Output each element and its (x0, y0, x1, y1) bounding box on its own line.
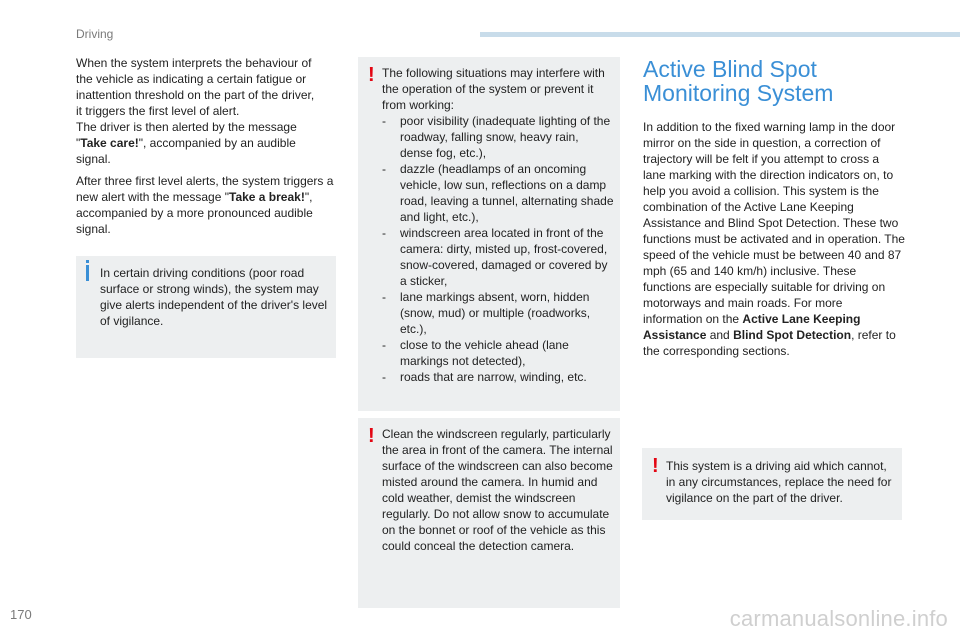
p1-line-2: the vehicle as indicating a certain fatigue or (76, 72, 307, 86)
warning-icon: ! (368, 425, 375, 447)
list-item: - roads that are narrow, winding, etc. (382, 369, 614, 385)
p1-line-5: The driver is then alerted by the message (76, 120, 297, 134)
section-title: Driving (76, 27, 114, 41)
blind-spot-description (643, 119, 905, 359)
section-heading (643, 57, 905, 105)
list-item: - dazzle (headlamps of an oncoming vehicle, low sun, reflections on a damp road, leaving a tunnel, alternating shade and light, etc.), (382, 161, 614, 225)
p2-post: ", accompanied by a more pronounced audible signal. (76, 190, 313, 236)
list-item: - close to the vehicle ahead (lane markings not detected), (382, 337, 614, 369)
column-blind-spot (643, 57, 905, 359)
warning-box-windscreen (358, 418, 620, 608)
message-take-a-break: Take a break! (229, 190, 305, 204)
p2-pre: After three first level alerts, the system triggers a new alert with the message " (76, 174, 334, 204)
description-mid: and (706, 328, 734, 342)
paragraph-first-alert (76, 55, 338, 167)
warning-box-driving-aid (642, 448, 902, 520)
term-active-lane-keeping: Active Lane Keeping Assistance (643, 312, 861, 342)
description-post: , refer to the corresponding sections. (643, 328, 896, 358)
watermark: carmanualsonline.info (729, 606, 948, 631)
description-pre: In addition to the fixed warning lamp in the door mirror on the side in question, a correction of trajectory will be felt if you attempt to cross a lane marking with the direction indicators on, to help you avoid a collision. This system is the combination of the Active Lane Keeping Assistance and Blind Spot Detection. These two functions must be activated and in operation. The speed of the vehicle must be between 40 and 87 mph (65 and 140 km/h) inclusive. These functions are especially suitable for driving on motorways and main roads. For more information on the (643, 120, 905, 326)
info-note-text: In certain driving conditions (poor road surface or strong winds), the system may give alerts independent of the driver's level of vigilance. (100, 266, 328, 328)
list-item: - windscreen area located in front of the camera: dirty, misted up, frost-covered, snow-covered, damaged or covered by a sticker, (382, 225, 614, 289)
list-item: - lane markings absent, worn, hidden (snow, mud) or multiple (roadworks, etc.), (382, 289, 614, 337)
warning-icon: ! (652, 455, 659, 477)
windscreen-warning-text: Clean the windscreen regularly, particularly the area in front of the camera. The internal surface of the windscreen can also become misted around the camera. In humid and cold weather, demist the windscreen regularly. Do not allow snow to accumulate on the bonnet or roof of the vehicle as this could conceal the detection camera. (382, 427, 613, 553)
page-number: 170 (10, 607, 32, 622)
p1-line-4: it triggers the first level of alert. (76, 104, 240, 118)
p1-tail: ", accompanied by an audible (138, 136, 296, 150)
warning-icon: ! (368, 64, 375, 86)
p1-line-3: inattention threshold on the part of the driver, (76, 88, 315, 102)
list-item: - poor visibility (inadequate lighting of the roadway, falling snow, heavy rain, dense fog, etc.), (382, 113, 614, 161)
column-fatigue-text (76, 55, 338, 243)
heading-line-2: Monitoring System (643, 80, 834, 106)
term-blind-spot-detection: Blind Spot Detection (733, 328, 852, 342)
driving-aid-warning-text: This system is a driving aid which cannot, in any circumstances, replace the need for vigilance on the part of the driver. (666, 459, 892, 505)
p1-quote: " (76, 136, 81, 150)
p1-last: signal. (76, 152, 111, 166)
heading-line-1: Active Blind Spot (643, 56, 817, 82)
info-note-box (76, 256, 336, 358)
message-take-care: Take care! (80, 136, 139, 150)
limitations-intro: The following situations may interfere with the operation of the system or prevent it from working: (382, 66, 605, 112)
paragraph-second-alert (76, 173, 338, 237)
limitations-list (382, 113, 614, 385)
warning-box-limitations (358, 57, 620, 411)
p1-line-1: When the system interprets the behaviour of (76, 56, 312, 70)
header-accent-bar (480, 32, 960, 37)
info-icon (86, 265, 89, 281)
